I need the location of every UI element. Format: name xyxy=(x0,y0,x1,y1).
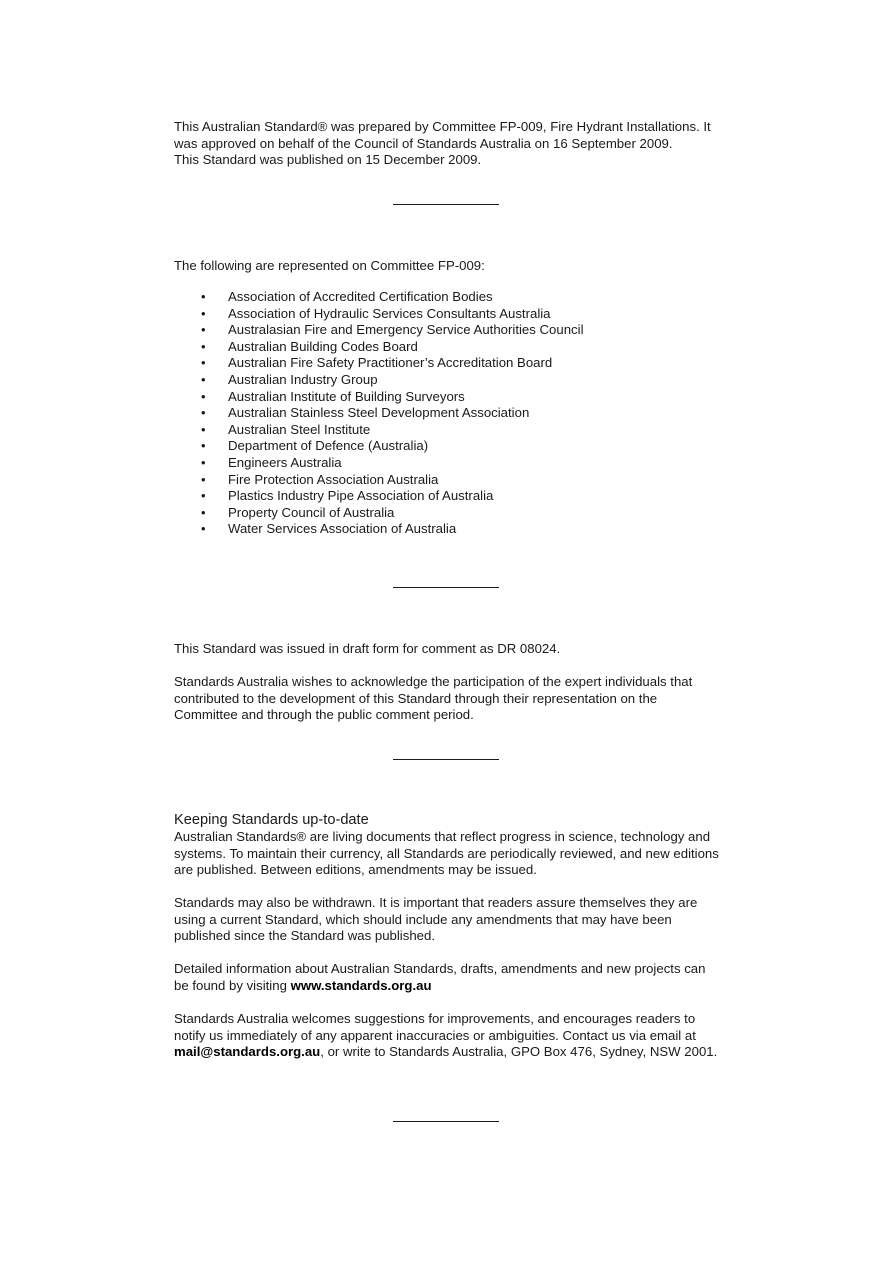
intro-line: was approved on behalf of the Council of Standards Australia on 16 September 2009. xyxy=(174,135,673,151)
committee-members-list-wrapper xyxy=(174,289,734,538)
bullet-icon: • xyxy=(201,454,206,470)
keeping-paragraph-2 xyxy=(174,895,734,945)
committee-lead: The following are represented on Committee FP-009: xyxy=(174,258,485,273)
list-item: • Association of Hydraulic Services Consultants Australia xyxy=(201,305,551,321)
list-item: • Australian Steel Institute xyxy=(201,421,371,437)
intro-paragraph xyxy=(174,119,734,169)
keeping-paragraph-3 xyxy=(174,961,734,994)
list-item: • Australasian Fire and Emergency Service Authorities Council xyxy=(201,322,584,338)
list-item: • Australian Fire Safety Practitioner’s Accreditation Board xyxy=(201,355,553,371)
acknowledgement-line: Standards Australia wishes to acknowledge the participation of the expert individuals that xyxy=(174,674,693,689)
paragraph-line: Detailed information about Australian Standards, drafts, amendments and new projects can xyxy=(174,961,706,976)
paragraph-line: are published. Between editions, amendments may be issued. xyxy=(174,862,537,878)
paragraph-line xyxy=(174,978,734,995)
keeping-standards-section xyxy=(174,811,734,879)
standards-website-link[interactable]: www.standards.org.au xyxy=(290,977,432,993)
bullet-icon: • xyxy=(201,371,206,387)
committee-members-list xyxy=(174,289,734,538)
acknowledgement-line: contributed to the development of this Standard through their representation on the xyxy=(174,690,658,706)
list-item: • Property Council of Australia xyxy=(201,504,395,520)
keeping-paragraph-1 xyxy=(174,829,734,879)
acknowledgement-paragraph xyxy=(174,674,734,724)
acknowledgement-line: Committee and through the public comment period. xyxy=(174,707,474,723)
section-heading: Keeping Standards up-to-date xyxy=(174,812,369,828)
paragraph-line: Standards may also be withdrawn. It is important that readers assure themselves they are xyxy=(174,895,698,910)
section-divider xyxy=(393,1121,499,1122)
bullet-icon: • xyxy=(201,471,206,487)
list-item: • Australian Building Codes Board xyxy=(201,338,418,354)
address-text: , or write to Standards Australia, GPO Box 476, Sydney, NSW 2001. xyxy=(320,1044,718,1060)
section-divider xyxy=(393,759,499,760)
bullet-icon: • xyxy=(201,438,206,454)
paragraph-line: published since the Standard was published. xyxy=(174,928,435,944)
keeping-paragraph-4 xyxy=(174,1011,734,1061)
intro-line: This Standard was published on 15 December 2009. xyxy=(174,152,482,168)
bullet-icon: • xyxy=(201,521,206,537)
bullet-icon: • xyxy=(201,421,206,437)
intro-line: This Australian Standard® was prepared by Committee FP-009, Fire Hydrant Installations. It xyxy=(174,119,711,134)
paragraph-line: systems. To maintain their currency, all Standards are periodically reviewed, and new editions xyxy=(174,845,719,861)
paragraph-line: notify us immediately of any apparent inaccuracies or ambiguities. Contact us via email at xyxy=(174,1027,696,1043)
bullet-icon: • xyxy=(201,405,206,421)
section-divider xyxy=(393,587,499,588)
bullet-icon: • xyxy=(201,488,206,504)
list-item: • Fire Protection Association Australia xyxy=(201,471,439,487)
paragraph-line: Australian Standards® are living documents that reflect progress in science, technology and xyxy=(174,829,711,844)
link-prefix: be found by visiting xyxy=(174,977,291,993)
list-item: • Department of Defence (Australia) xyxy=(201,438,429,454)
list-item: • Engineers Australia xyxy=(201,454,342,470)
bullet-icon: • xyxy=(201,504,206,520)
list-item: • Australian Industry Group xyxy=(201,371,378,387)
bullet-icon: • xyxy=(201,388,206,404)
list-item: • Water Services Association of Australia xyxy=(201,521,457,537)
paragraph-line: using a current Standard, which should include any amendments that may have been xyxy=(174,911,672,927)
section-divider xyxy=(393,204,499,205)
draft-issued-text: This Standard was issued in draft form for comment as DR 08024. xyxy=(174,641,561,656)
bullet-icon: • xyxy=(201,305,206,321)
contact-email-link[interactable]: mail@standards.org.au xyxy=(174,1044,321,1060)
bullet-icon: • xyxy=(201,338,206,354)
paragraph-line: Standards Australia welcomes suggestions for improvements, and encourages readers to xyxy=(174,1011,696,1026)
list-item: • Australian Institute of Building Surveyors xyxy=(201,388,465,404)
bullet-icon: • xyxy=(201,289,206,304)
bullet-icon: • xyxy=(201,355,206,371)
list-item: • Association of Accredited Certification Bodies xyxy=(201,289,493,304)
draft-issued-paragraph xyxy=(174,641,734,658)
bullet-icon: • xyxy=(201,322,206,338)
paragraph-line xyxy=(174,1044,734,1061)
committee-section xyxy=(174,258,734,275)
list-item: • Australian Stainless Steel Development Association xyxy=(201,405,530,421)
list-item: • Plastics Industry Pipe Association of Australia xyxy=(201,488,494,504)
